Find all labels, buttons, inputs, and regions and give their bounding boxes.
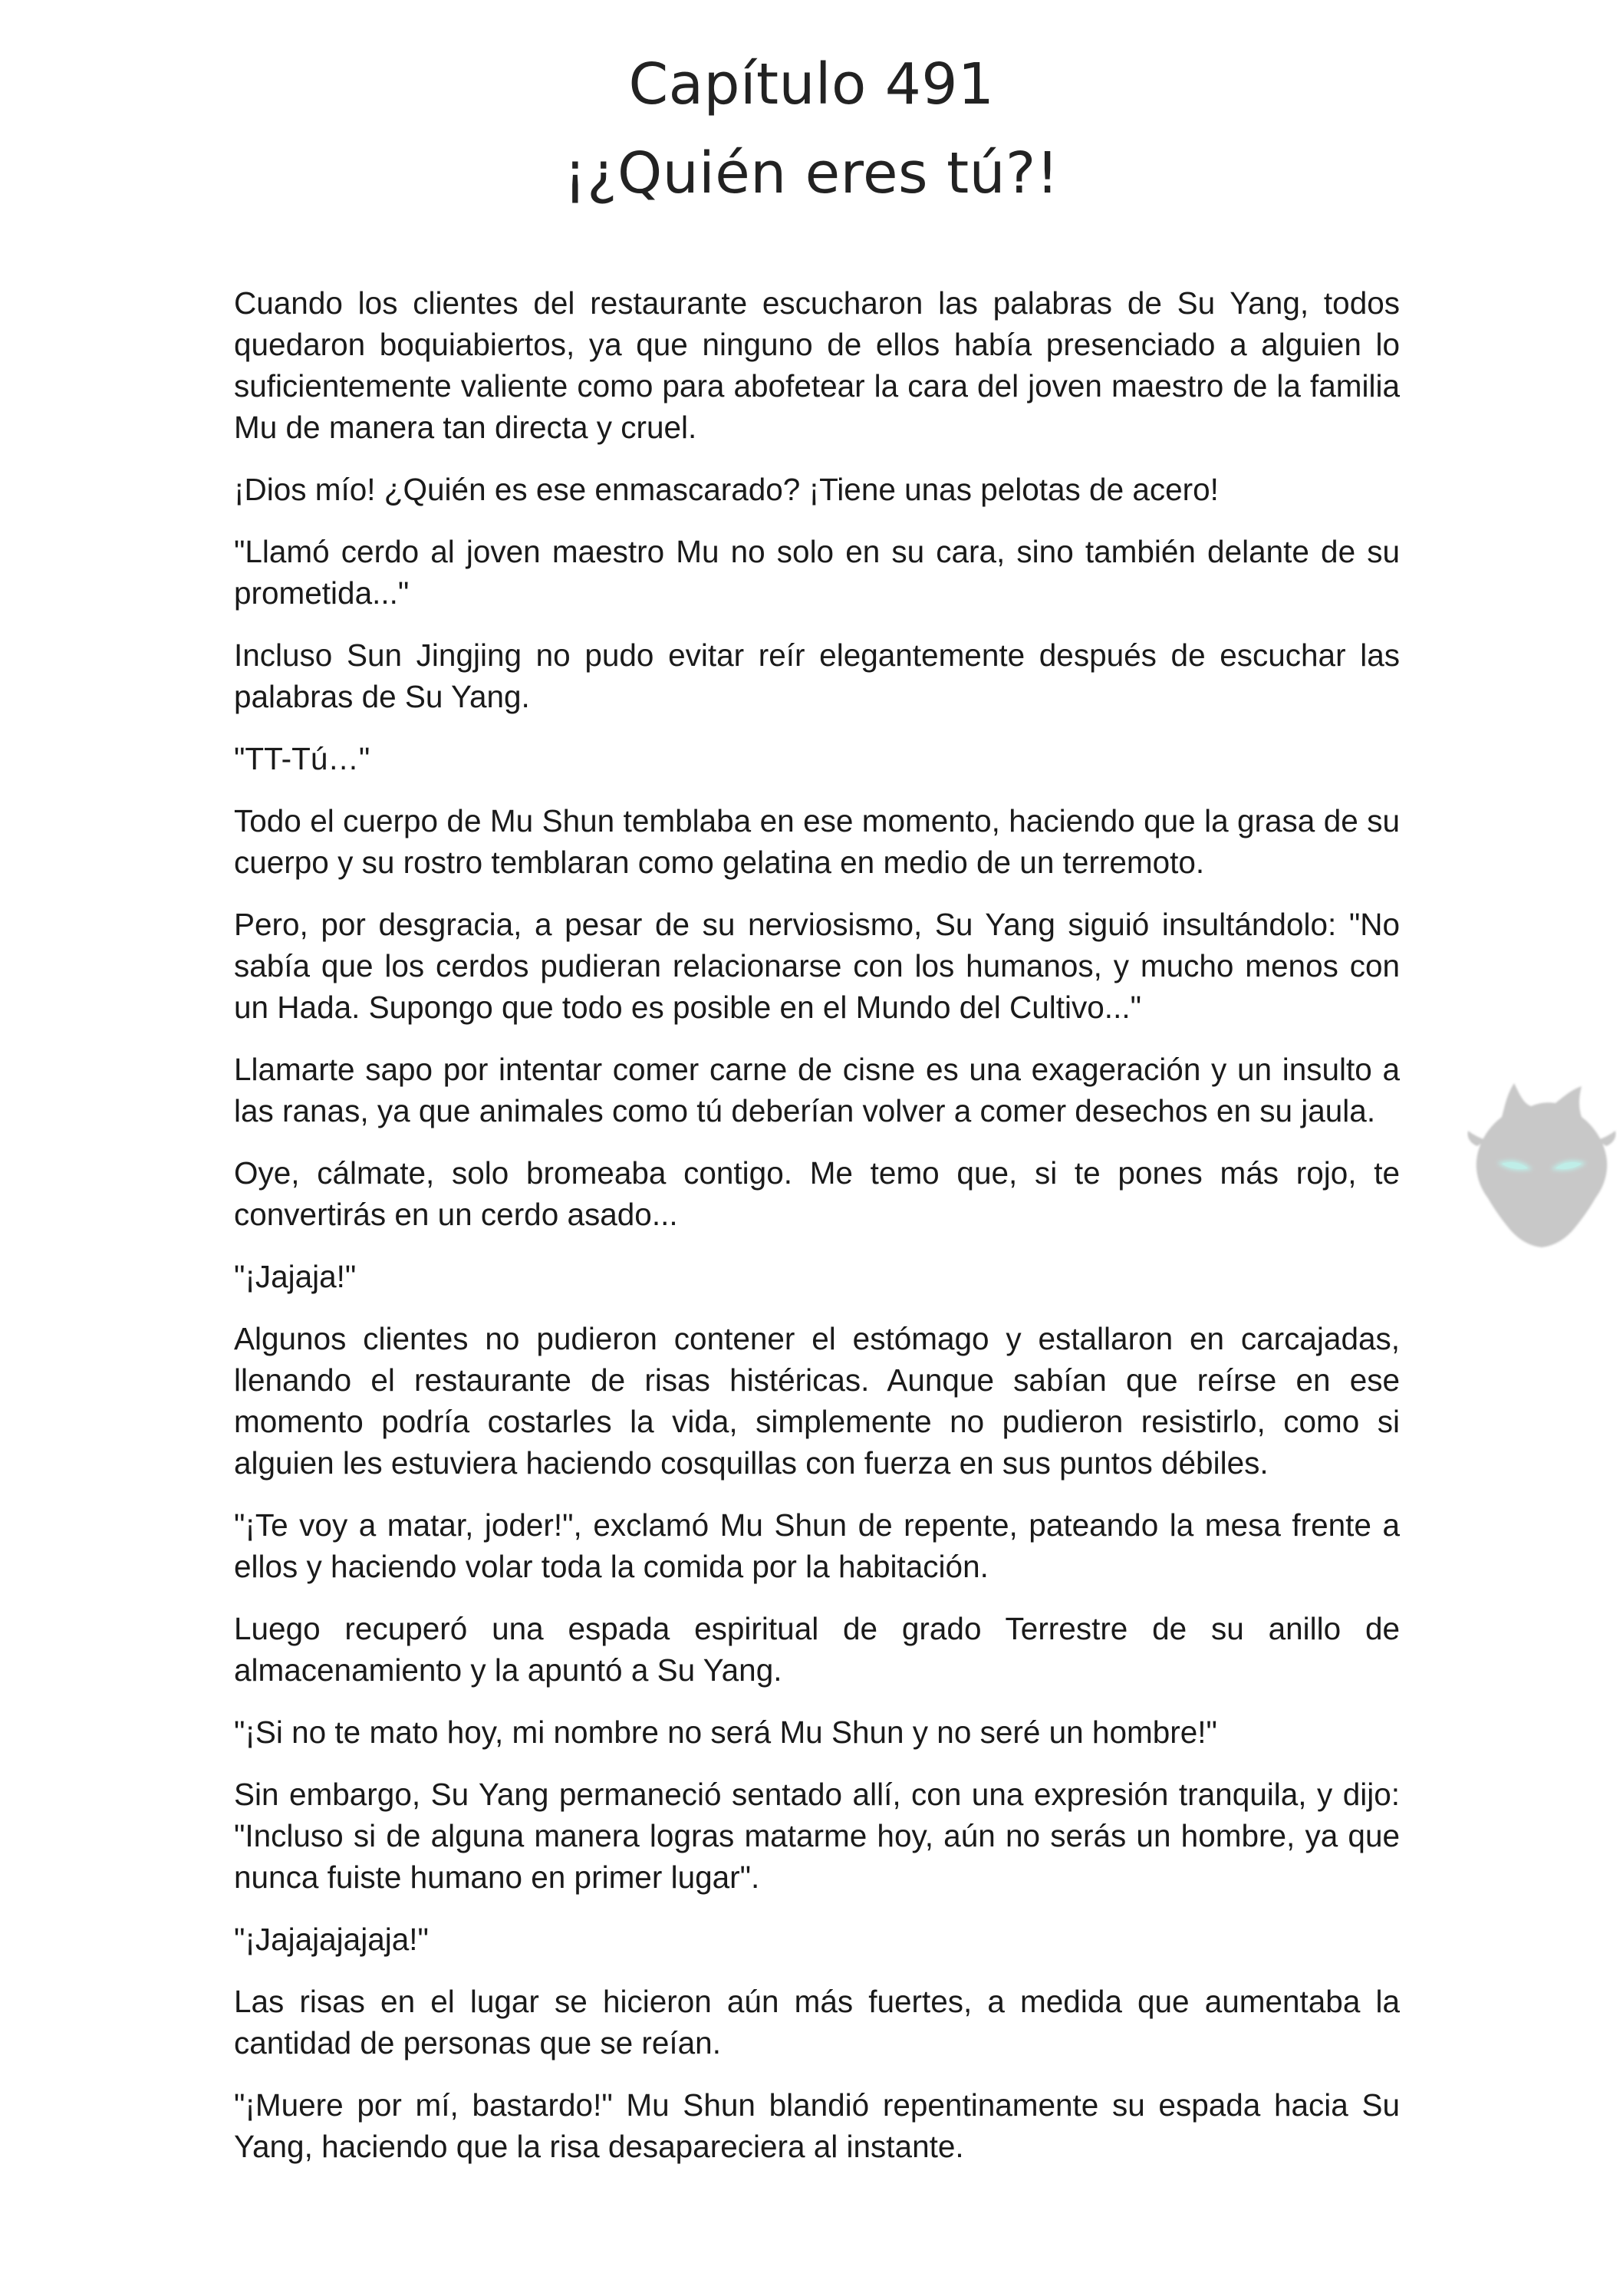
paragraph: Todo el cuerpo de Mu Shun temblaba en ese momento, haciendo que la grasa de su cuerpo y su rostro temblaran como gelatina en medio de un terremoto.	[234, 803, 1400, 880]
watermark-head-shape	[1477, 1083, 1607, 1247]
chapter-body	[234, 282, 1400, 2188]
paragraph: Incluso Sun Jingjing no pudo evitar reír elegantemente después de escuchar las palabras de Su Yang.	[234, 637, 1400, 714]
paragraph: ¡Dios mío! ¿Quién es ese enmascarado? ¡Tiene unas pelotas de acero!	[234, 472, 1219, 507]
paragraph: "¡Te voy a matar, joder!", exclamó Mu Shun de repente, pateando la mesa frente a ellos y haciendo volar toda la comida por la habitación.	[234, 1507, 1400, 1584]
paragraph: Luego recuperó una espada espiritual de grado Terrestre de su anillo de almacenamiento y la apuntó a Su Yang.	[234, 1611, 1400, 1688]
paragraph: Algunos clientes no pudieron contener el estómago y estallaron en carcajadas, llenando el restaurante de risas histéricas. Aunque sabían que reírse en ese momento podría costarles la vida, simplemente no pudieron resistirlo, como si alguien les estuviera haciendo cosquillas con fuerza en sus puntos débiles.	[234, 1321, 1400, 1481]
paragraph: Oye, cálmate, solo bromeaba contigo. Me temo que, si te pones más rojo, te convertirás en un cerdo asado...	[234, 1155, 1400, 1232]
paragraph: "¡Muere por mí, bastardo!" Mu Shun blandió repentinamente su espada hacia Su Yang, haciendo que la risa desapareciera al instante.	[234, 2087, 1400, 2164]
paragraph: "TT-Tú…"	[234, 741, 370, 776]
chapter-title: ¡¿Quién eres tú?!	[564, 140, 1059, 206]
paragraph: Pero, por desgracia, a pesar de su nerviosismo, Su Yang siguió insultándolo: "No sabía que los cerdos pudieran relacionarse con los humanos, y mucho menos con un Hada. Supongo que todo es posible en el Mundo del Cultivo..."	[234, 907, 1400, 1025]
chapter-number: Capítulo 491	[628, 51, 995, 117]
paragraph: Cuando los clientes del restaurante escucharon las palabras de Su Yang, todos quedaron boquiabiertos, ya que ninguno de ellos había presenciado a alguien lo suficientemente valiente como para abofetear la cara del joven maestro de la familia Mu de manera tan directa y cruel.	[234, 285, 1400, 445]
paragraph: Sin embargo, Su Yang permaneció sentado allí, con una expresión tranquila, y dijo: "Incluso si de alguna manera logras matarme hoy, aún no serás un hombre, ya que nunca fuiste humano en primer lugar".	[234, 1777, 1400, 1895]
paragraph: "¡Si no te mato hoy, mi nombre no será Mu Shun y no seré un hombre!"	[234, 1715, 1217, 1750]
paragraph: "¡Jajaja!"	[234, 1259, 357, 1294]
demon-head-logo-icon	[1467, 1072, 1617, 1249]
paragraph: "¡Jajajajajaja!"	[234, 1922, 429, 1957]
paragraph: Llamarte sapo por intentar comer carne de cisne es una exageración y un insulto a las ranas, ya que animales como tú deberían volver a comer desechos en su jaula.	[234, 1052, 1400, 1128]
paragraph: "Llamó cerdo al joven maestro Mu no solo en su cara, sino también delante de su prometida..."	[234, 534, 1400, 611]
paragraph: Las risas en el lugar se hicieron aún más fuertes, a medida que aumentaba la cantidad de personas que se reían.	[234, 1984, 1400, 2060]
chapter-heading	[0, 40, 1623, 218]
